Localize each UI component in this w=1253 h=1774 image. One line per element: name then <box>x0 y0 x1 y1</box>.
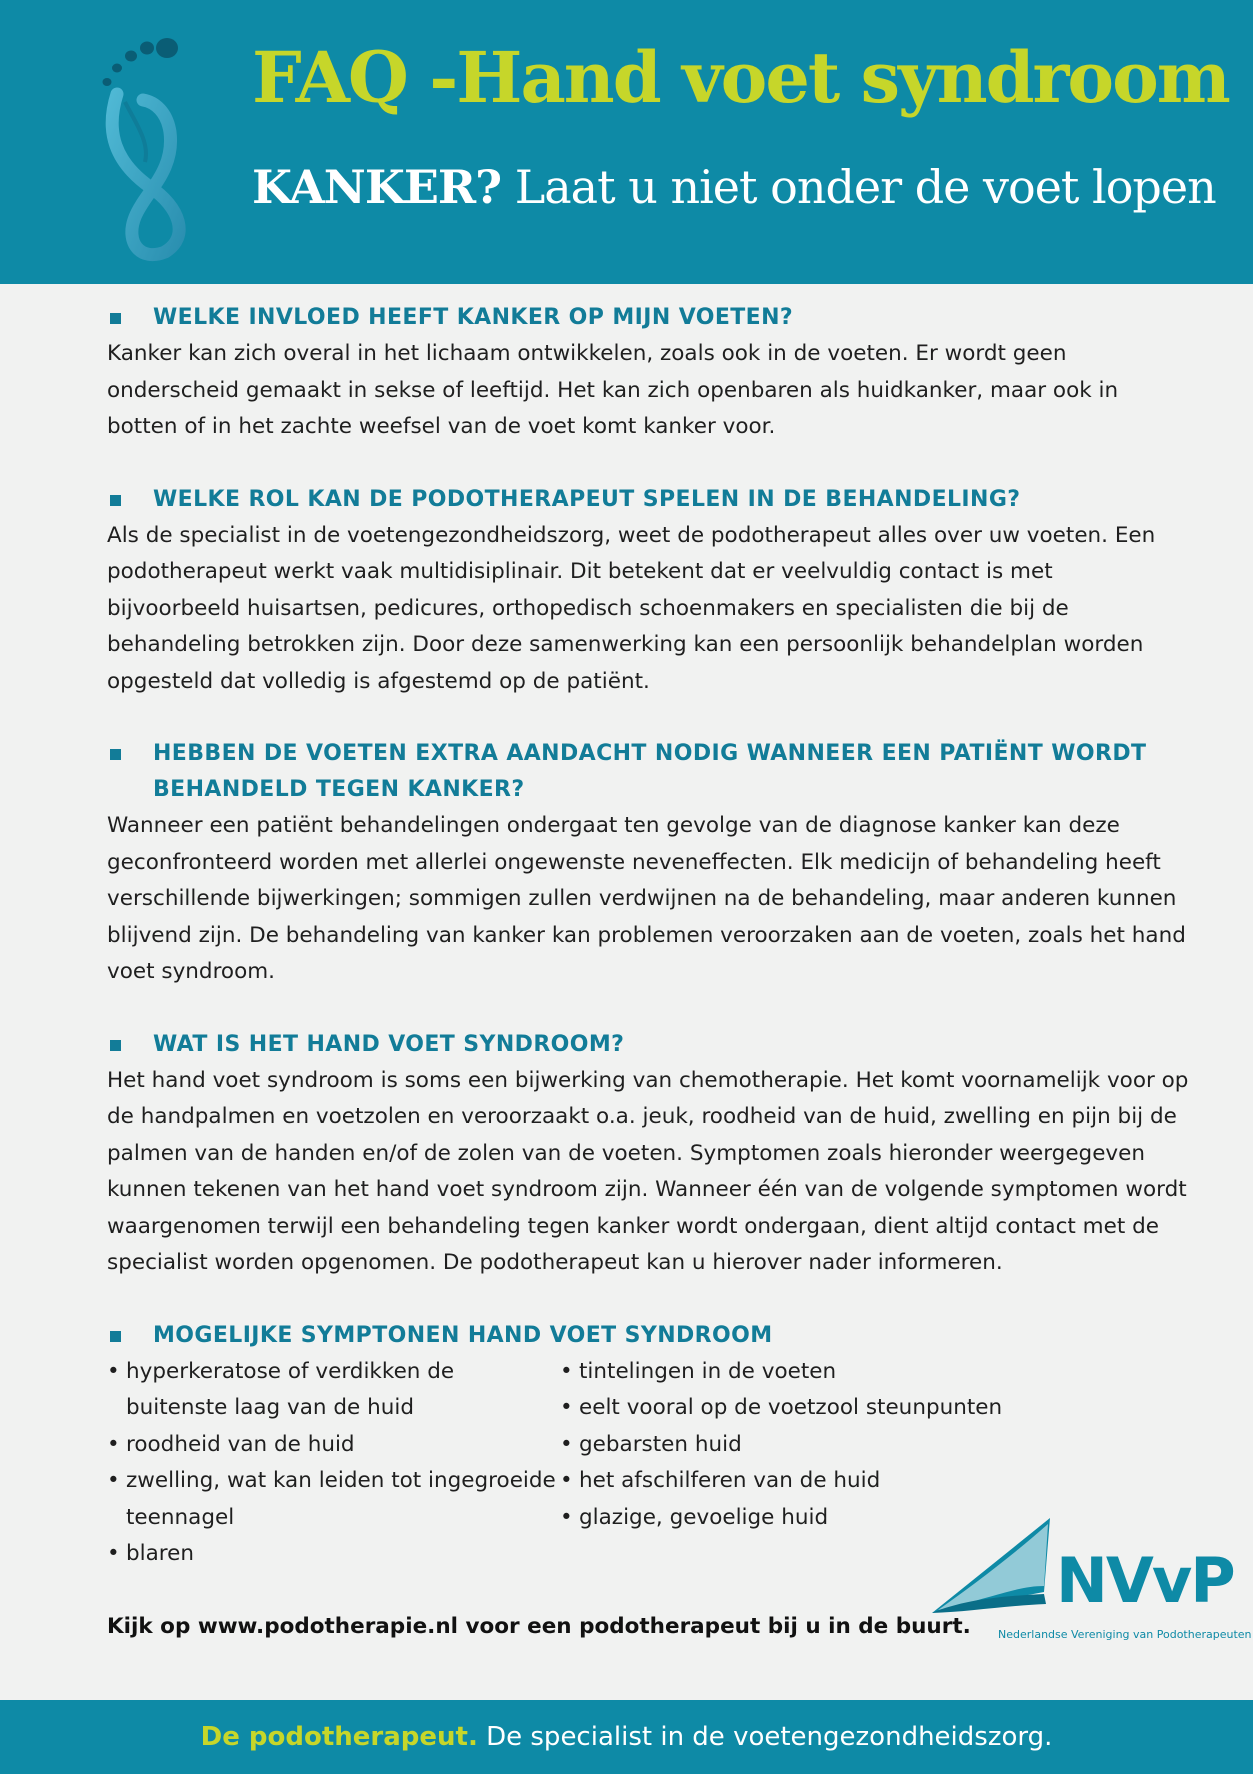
page-title: FAQ -Hand voet syndroom <box>252 36 1229 119</box>
subtitle-text: Laat u niet onder de voet lopen <box>501 160 1216 214</box>
faq-question-text: WELKE ROL KAN DE PODOTHERAPEUT SPELEN IN DE BEHANDELING? <box>153 486 1021 512</box>
symptoms-list-left <box>107 1354 560 1573</box>
symptom-item: • gebarsten huid <box>560 1427 1013 1464</box>
faq-question-text: HEBBEN DE VOETEN EXTRA AANDACHT NODIG WANNEER EEN PATIËNT WORDT BEHANDELD TEGEN KANKER? <box>153 741 1147 802</box>
symptom-item: • glazige, gevoelige huid <box>560 1500 1013 1537</box>
symptoms-heading <box>107 1318 1192 1354</box>
website-callout: Kijk op www.podotherapie.nl voor een podotherapeut bij u in de buurt. <box>107 1614 971 1639</box>
nvvp-logo-acronym: NVvP <box>1056 1544 1234 1617</box>
square-bullet-icon <box>110 1331 121 1342</box>
footer-tagline <box>0 1700 1253 1774</box>
faq-question <box>107 300 1192 336</box>
symptom-item: • zwelling, wat kan leiden tot ingegroeide teennagel <box>107 1463 560 1536</box>
footer-highlight: De podotherapeut. <box>200 1722 478 1752</box>
faq-answer: Het hand voet syndroom is soms een bijwerking van chemotherapie. Het komt voornamelijk voor op de handpalmen en voetzolen en veroorzaakt o.a. jeuk, roodheid van de huid, zwelling en pijn bij de palmen van de handen en/of de zolen van de voeten. Symptomen zoals hieronder weergegeven kunnen tekenen van het hand voet syndroom zijn. Wanneer één van de volgende symptomen wordt waargenomen terwijl een behandeling tegen kanker wordt ondergaan, dient altijd contact met de specialist worden opgenomen. De podotherapeut kan u hierover nader informeren. <box>107 1067 1189 1275</box>
square-bullet-icon <box>110 1040 121 1051</box>
subtitle-emphasis: KANKER? <box>252 160 502 214</box>
faq-answer: Als de specialist in de voetengezondheidszorg, weet de podotherapeut alles over uw voeten. Een podotherapeut werkt vaak multidisiplinair. Dit betekent dat er veelvuldig contact is met bijvoorbeeld huisartsen, pedicures, orthopedisch schoenmakers en specialisten die bij de behandeling betrokken zijn. Door deze samenwerking kan een persoonlijk behandelplan worden opgesteld dat volledig is afgestemd op de patiënt. <box>107 522 1156 694</box>
faq-answer: Kanker kan zich overal in het lichaam ontwikkelen, zoals ook in de voeten. Er wordt geen onderscheid gemaakt in sekse of leeftijd. Het kan zich openbaren als huidkanker, maar ook in botten of in het zachte weefsel van de voet komt kanker voor. <box>107 341 1119 439</box>
faq-question <box>107 482 1192 518</box>
page-subtitle <box>252 160 1216 214</box>
square-bullet-icon <box>110 495 121 506</box>
square-bullet-icon <box>110 313 121 324</box>
faq-section <box>107 300 1192 446</box>
symptom-item: • roodheid van de huid <box>107 1427 560 1464</box>
faq-section <box>107 736 1192 991</box>
faq-question <box>107 1027 1192 1063</box>
foot-ribbon-icon <box>95 22 215 262</box>
square-bullet-icon <box>110 749 121 760</box>
symptom-item: • tintelingen in de voeten <box>560 1354 1013 1391</box>
faq-section <box>107 1027 1192 1282</box>
faq-answer: Wanneer een patiënt behandelingen ondergaat ten gevolge van de diagnose kanker kan deze geconfronteerd worden met allerlei ongewenste neveneffecten. Elk medicijn of behandeling heeft verschillende bijwerkingen; sommigen zullen verdwijnen na de behandeling, maar anderen kunnen blijvend zijn. De behandeling van kanker kan problemen veroorzaken aan de voeten, zoals het hand voet syndroom. <box>107 813 1186 984</box>
nvvp-logo <box>932 1516 1252 1650</box>
footer-text: De specialist in de voetengezondheidszorg. <box>477 1722 1053 1752</box>
faq-content <box>107 300 1192 1573</box>
faq-question-text: WAT IS HET HAND VOET SYNDROOM? <box>153 1031 625 1057</box>
nvvp-logo-name: Nederlandse Vereniging van Podotherapeuten <box>998 1628 1252 1641</box>
faq-question <box>107 736 1192 808</box>
symptoms-heading-text: MOGELIJKE SYMPTONEN HAND VOET SYNDROOM <box>153 1322 773 1348</box>
faq-question-text: WELKE INVLOED HEEFT KANKER OP MIJN VOETEN? <box>153 305 794 330</box>
symptom-item: • eelt vooral op de voetzool steunpunten <box>560 1390 1013 1427</box>
page-header <box>0 0 1253 284</box>
symptom-item: • hyperkeratose of verdikken de buitenste laag van de huid <box>107 1354 560 1427</box>
symptom-item: • blaren <box>107 1536 560 1573</box>
faq-section <box>107 482 1192 701</box>
page-footer <box>0 1700 1253 1774</box>
symptom-item: • het afschilferen van de huid <box>560 1463 1013 1500</box>
